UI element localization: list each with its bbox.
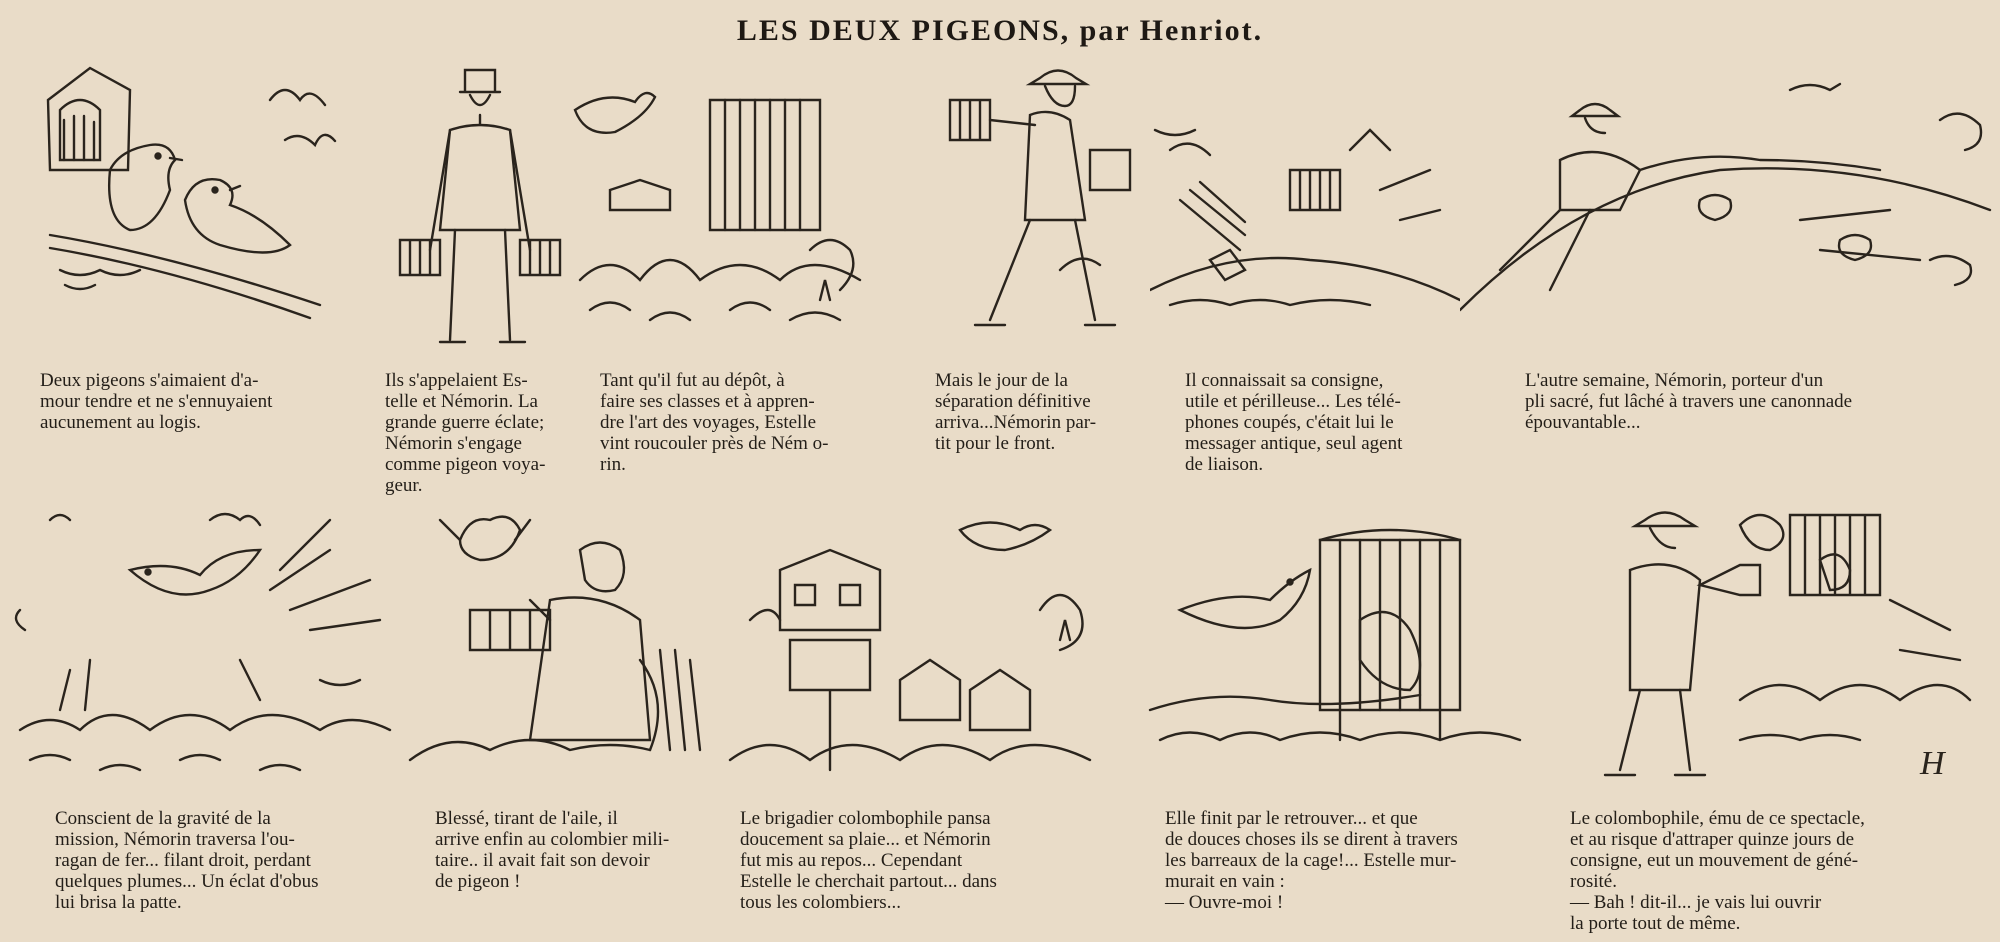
panel-3 [570,80,880,360]
panel-10 [1140,510,1560,780]
caption-6: L'autre semaine, Némorin, porteur d'un pli sacré, fut lâché à travers une canonnade épouvantable... [1525,370,1853,433]
soldier-walking-to-front-icon [930,60,1140,350]
panel-7 [10,500,410,790]
artist-signature: H [1920,745,1945,782]
cage-and-flying-pigeon-icon [570,80,880,360]
caption-1: Deux pigeons s'aimaient d'a- mour tendre et ne s'ennuyaient aucunement au logis. [40,370,273,433]
caption-9: Le brigadier colombophile pansa doucement sa plaie... et Némorin fut mis au repos... Cependant Estelle le cherchait partout... dans tous les colombiers... [740,808,997,913]
caption-11: Le colombophile, ému de ce spectacle, et au risque d'attraper quinze jours de consigne, eut un mouvement de géné- rosité. — Bah ! dit-il... je vais lui ouvrir la porte tout de même. [1570,808,1865,934]
panel-4 [930,60,1140,350]
caption-7: Conscient de la gravité de la mission, Némorin traversa l'ou- ragan de fer... filant droit, perdant quelques plumes... Un éclat d'obus lui brisa la patte. [55,808,319,913]
panel-8 [400,510,720,780]
pigeon-through-shellfire-icon [10,500,410,790]
caption-5: Il connaissait sa consigne, utile et périlleuse... Les télé- phones coupés, c'était lui le messager antique, seul agent de liaison. [1185,370,1403,475]
panel-1 [40,60,370,360]
caption-3: Tant qu'il fut au dépôt, à faire ses classes et à appren- dre l'art des voyages, Estelle vint roucouler près de Ném o- rin. [600,370,829,475]
soldier-opening-cage-icon [1560,500,1980,790]
page-title: LES DEUX PIGEONS, par Henriot. [736,14,1264,47]
panel-9 [720,510,1120,790]
caption-2: Ils s'appelaient Es- telle et Némorin. La grande guerre éclate; Némorin s'engage comme pigeon voya- geur. [385,370,546,496]
caption-10: Elle finit par le retrouver... et que de douces choses ils se dirent à travers les barreaux de la cage!... Estelle mur- murait en vain : — Ouvre-moi ! [1165,808,1458,913]
caption-4: Mais le jour de la séparation définitive arriva...Némorin par- tit pour le front. [935,370,1097,454]
dovecote-village-icon [720,510,1120,790]
soldier-releasing-pigeon-icon [1460,60,1995,330]
panel-6 [1460,60,1995,330]
soldier-with-cages-icon [390,60,570,360]
panel-11 [1560,500,1980,790]
two-pigeons-on-branch-icon [40,60,370,360]
trench-with-cage-icon [1150,90,1460,330]
panel-5 [1150,90,1460,330]
pigeons-at-cage-icon [1140,510,1560,780]
man-catching-pigeon-icon [400,510,720,780]
panel-2 [390,60,570,360]
caption-8: Blessé, tirant de l'aile, il arrive enfin au colombier mili- taire.. il avait fait son devoir de pigeon ! [435,808,670,892]
